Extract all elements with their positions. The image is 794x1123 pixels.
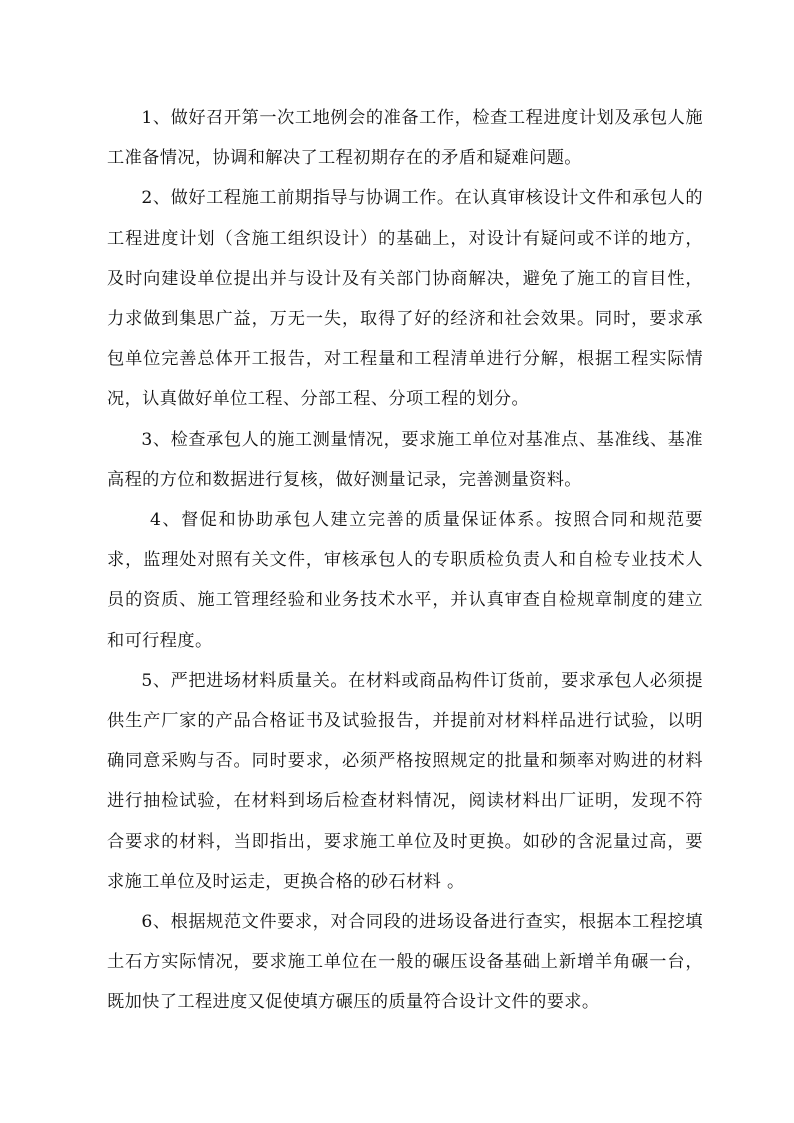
paragraph-item-5: 5、严把进场材料质量关。在材料或商品构件订货前，要求承包人必须提供生产厂家的产品合格证书及试验报告，并提前对材料样品进行试验，以明确同意采购与否。同时要求，必须严格按照规定的批量和频率对购进的材料进行抽检试验，在材料到场后检查材料情况，阅读材料出厂证明，发现不符合要求的材料，当即指出，要求施工单位及时更换。如砂的含泥量过高，要求施工单位及时运走，更换合格的砂石材料 。 (107, 670, 703, 892)
paragraph-item-4: 4、督促和协助承包人建立完善的质量保证体系。按照合同和规范要求，监理处对照有关文件，审核承包人的专职质检负责人和自检专业技术人员的资质、施工管理经验和业务技术水平，并认真审查自检规章制度的建立和可行程度。 (107, 510, 703, 651)
paragraph-item-6: 6、根据规范文件要求，对合同段的进场设备进行查实，根据本工程挖填土石方实际情况，要求施工单位在一般的碾压设备基础上新增羊角碾一台，既加快了工程进度又促使填方碾压的质量符合设计文件的要求。 (107, 912, 703, 1013)
document-body (107, 98, 703, 1023)
paragraph-item-2: 2、做好工程施工前期指导与协调工作。在认真审核设计文件和承包人的工程进度计划（含施工组织设计）的基础上，对设计有疑问或不详的地方，及时向建设单位提出并与设计及有关部门协商解决，避免了施工的盲目性，力求做到集思广益，万无一失，取得了好的经济和社会效果。同时，要求承包单位完善总体开工报告，对工程量和工程清单进行分解，根据工程实际情况，认真做好单位工程、分部工程、分项工程的划分。 (107, 188, 703, 410)
paragraph-item-1: 1、做好召开第一次工地例会的准备工作，检查工程进度计划及承包人施工准备情况，协调和解决了工程初期存在的矛盾和疑难问题。 (107, 108, 703, 169)
paragraph-item-3: 3、检查承包人的施工测量情况，要求施工单位对基准点、基准线、基准高程的方位和数据进行复核，做好测量记录，完善测量资料。 (107, 429, 703, 490)
